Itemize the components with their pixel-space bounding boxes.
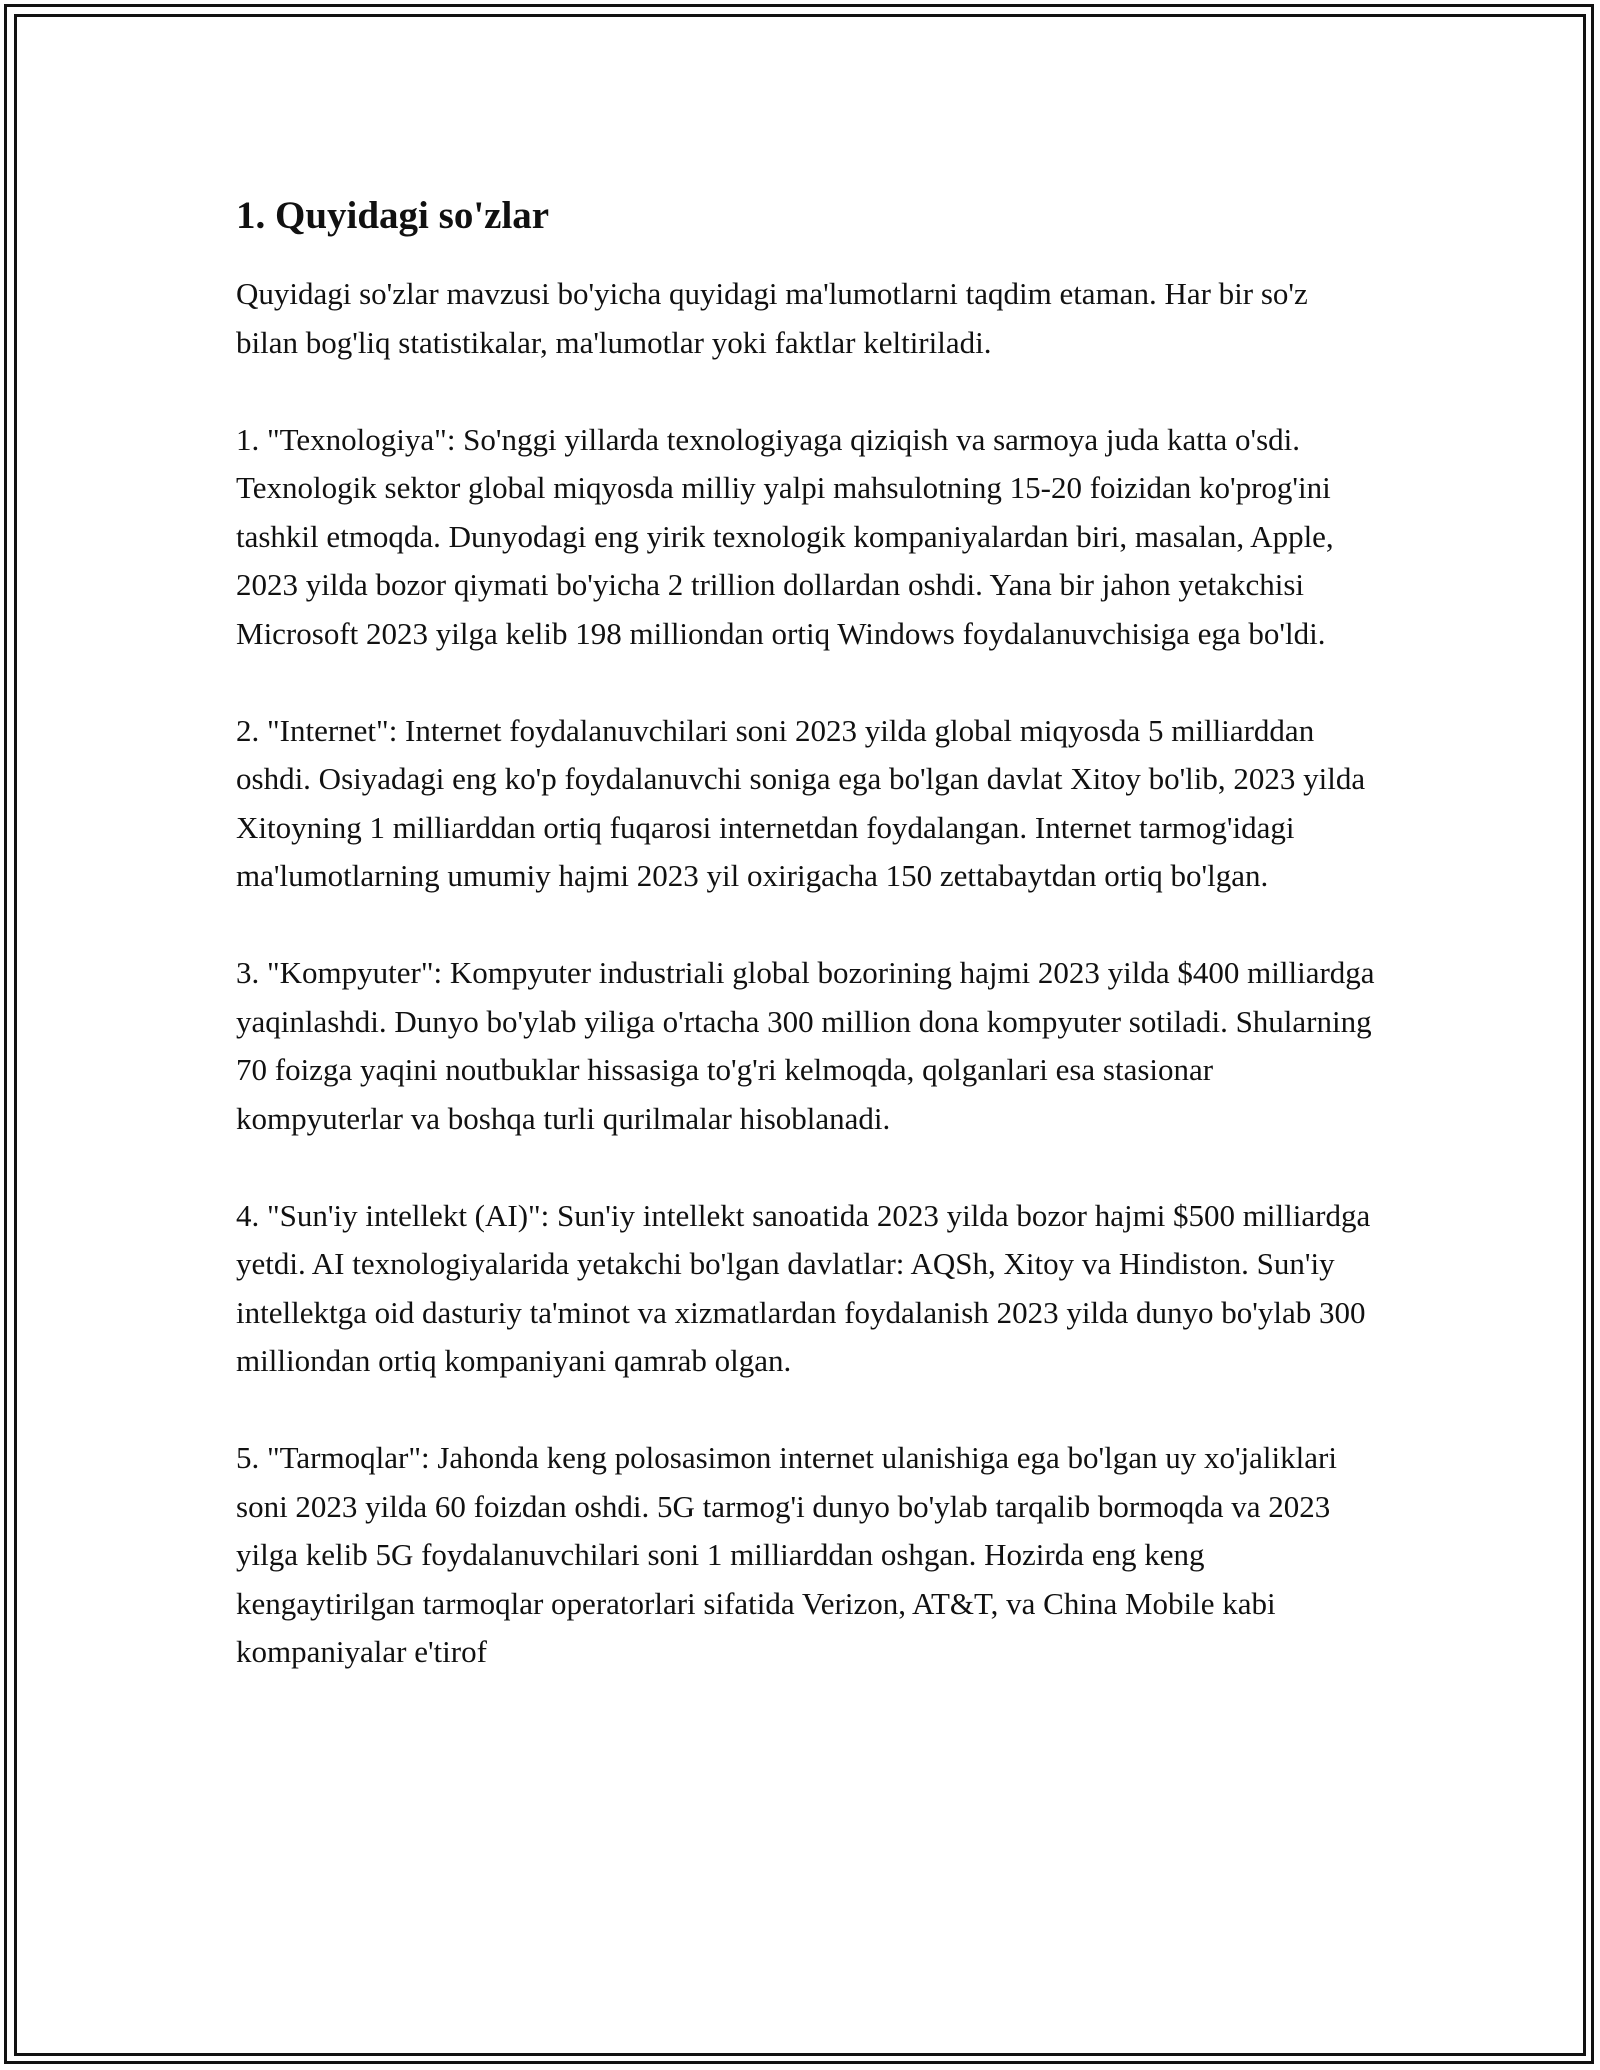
paragraph-tarmoqlar: 5. "Tarmoqlar": Jahonda keng polosasimon internet ulanishiga ega bo'lgan uy xo'jaliklari soni 2023 yilda 60 foizdan oshdi. 5G tarmog'i dunyo bo'ylab tarqalib bormoqda va 2023 yilga kelib 5G foydalanuvchilari soni 1 milliarddan oshgan. Hozirda eng keng kengaytirilgan tarmoqlar operatorlari sifatida Verizon, AT&T, va China Mobile kabi kompaniyalar e'tirof [236, 1440, 1337, 1669]
intro-paragraph: Quyidagi so'zlar mavzusi bo'yicha quyidagi ma'lumotlarni taqdim etaman. Har bir so'z bilan bog'liq statistikalar, ma'lumotlar yoki faktlar keltiriladi. [236, 276, 1308, 360]
paragraph-kompyuter: 3. "Kompyuter": Kompyuter industriali global bozorining hajmi 2023 yilda $400 milliardga yaqinlashdi. Dunyo bo'ylab yiliga o'rtacha 300 million dona kompyuter sotiladi. Shularning 70 foizga yaqini noutbuklar hissasiga to'g'ri kelmoqda, qolganlari esa stasionar kompyuterlar va boshqa turli qurilmalar hisoblanadi. [236, 955, 1375, 1136]
paragraph-texnologiya: 1. "Texnologiya": So'nggi yillarda texnologiyaga qiziqish va sarmoya juda katta o'sdi. Texnologik sektor global miqyosda milliy yalpi mahsulotning 15-20 foizidan ko'prog'ini tashkil etmoqda. Dunyodagi eng yirik texnologik kompaniyalardan biri, masalan, Apple, 2023 yilda bozor qiymati bo'yicha 2 trillion dollardan oshdi. Yana bir jahon yetakchisi Microsoft 2023 yilga kelib 198 milliondan ortiq Windows foydalanuvchisiga ega bo'ldi. [236, 421, 1334, 651]
document-title: 1. Quyidagi so'zlar [236, 194, 550, 237]
document-body [236, 188, 1376, 1725]
paragraph-internet: 2. "Internet": Internet foydalanuvchilari soni 2023 yilda global miqyosda 5 milliarddan oshdi. Osiyadagi eng ko'p foydalanuvchi soniga ega bo'lgan davlat Xitoy bo'lib, 2023 yilda Xitoyning 1 milliarddan ortiq fuqarosi internetdan foydalangan. Internet tarmog'idagi ma'lumotlarning umumiy hajmi 2023 yil oxirigacha 150 zettabaytdan ortiq bo'lgan. [236, 712, 1366, 893]
paragraph-suniy-intellekt: 4. "Sun'iy intellekt (AI)": Sun'iy intellekt sanoatida 2023 yilda bozor hajmi $500 milliardga yetdi. AI texnologiyalarida yetakchi bo'lgan davlatlar: AQSh, Xitoy va Hindiston. Sun'iy intellektga oid dasturiy ta'minot va xizmatlardan foydalanish 2023 yilda dunyo bo'ylab 300 milliondan ortiq kompaniyani qamrab olgan. [236, 1197, 1371, 1378]
